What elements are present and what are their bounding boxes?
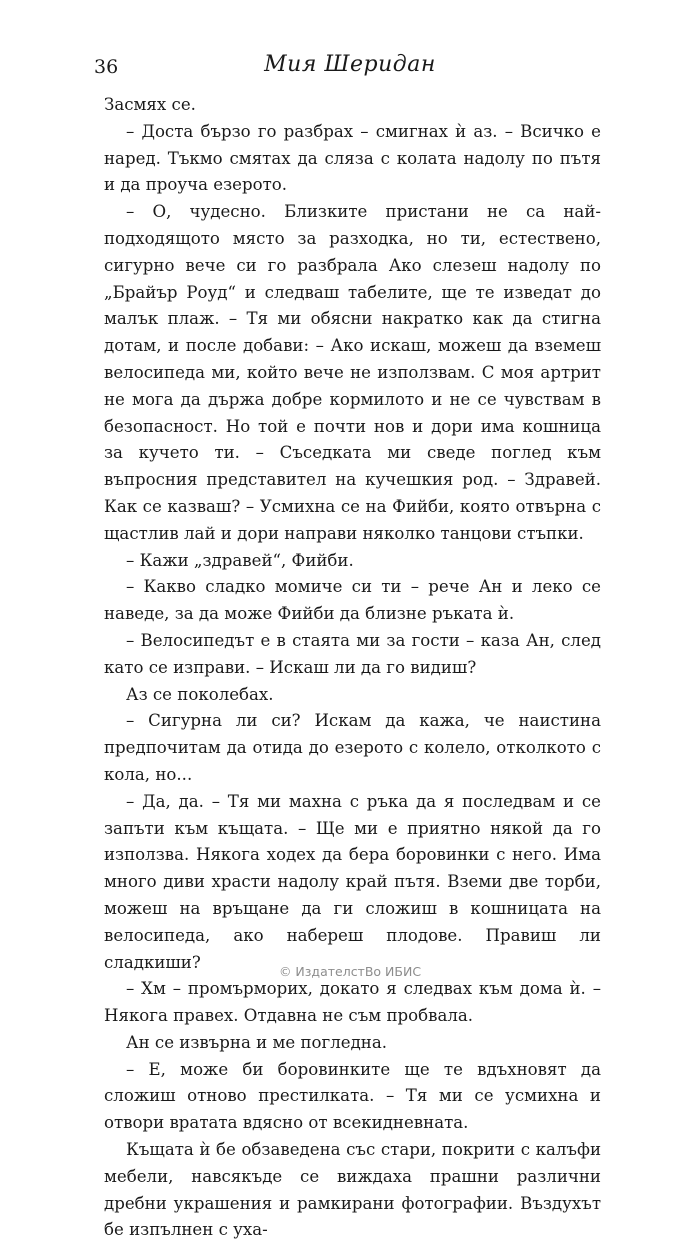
footer-copyright: © ИздателстВо ИБИС: [278, 964, 422, 979]
paragraph: – О, чудесно. Близките пристани не са най-подходящото място за разходка, но ти, естествено, сигурно вече си го разбрала Ако слезеш надолу по „Брайър Роуд“ и следваш табелите, ще те изведат до малък плаж. – Тя ми обясни накратко как да стигна дотам, и после добави: – Ако искаш, можеш да вземеш велосипеда ми, който вече не използвам. С моя артрит не мога да държа добре кормилото и не се чувствам в безопасност. Но той е почти нов и дори има кошница за кучето ти. – Съседката ми сведе поглед към въпросния представител на кучешкия род. – Здравей. Как се казваш? – Усмихна се на Фийби, която отвърна с щастлив лай и дори направи няколко танцови стъпки.: [104, 202, 601, 543]
paragraph: Къщата ѝ бе обзаведена със стари, покрити с калъфи мебели, навсякъде се виждаха прашни различни дребни украшения и рамкирани фотографии. Въздухът бе изпълнен с уха-: [104, 1140, 601, 1240]
paragraph: – Какво сладко момиче си ти – рече Ан и леко се наведе, за да може Фийби да близне ръката ѝ.: [104, 577, 601, 624]
running-header: Мия Шеридан: [264, 52, 436, 77]
paragraph: – Кажи „здравей“, Фийби.: [126, 550, 354, 570]
paragraph: Засмях се.: [104, 95, 196, 114]
body-text: [104, 92, 601, 1244]
paragraph: – Доста бързо го разбрах – смигнах ѝ аз. – Всичко е наред. Тъкмо смятах да сляза с колата надолу по пътя и да проуча езерото.: [104, 121, 601, 195]
paragraph: – Е, може би боровинките ще те вдъхновят да сложиш отново престилката. – Тя ми се усмихна и отвори вратата вдясно от всекидневната.: [104, 1059, 601, 1133]
paragraph: – Хм – промърморих, докато я следвах към дома ѝ. – Някога правех. Отдавна не съм пробвала.: [104, 979, 601, 1026]
paragraph: – Велосипедът е в стаята ми за гости – каза Ан, след като се изправи. – Искаш ли да го видиш?: [104, 630, 601, 677]
paragraph: Ан се извърна и ме погледна.: [126, 1032, 388, 1052]
page-number: 36: [94, 56, 119, 78]
paragraph: Аз се поколебах.: [126, 684, 274, 704]
paragraph: – Да, да. – Тя ми махна с ръка да я последвам и се запъти към къщата. – Ще ми е приятно някой да го използва. Някога ходех да бера боровинки с него. Има много диви храсти надолу край пътя. Вземи две торби, можеш на връщане да ги сложиш в кошницата на велосипеда, ако набереш плодове. Правиш ли сладкиши?: [104, 791, 601, 972]
paragraph: – Сигурна ли си? Искам да кажа, че наистина предпочитам да отида до езерото с колело, отколкото с кола, но...: [104, 711, 601, 784]
